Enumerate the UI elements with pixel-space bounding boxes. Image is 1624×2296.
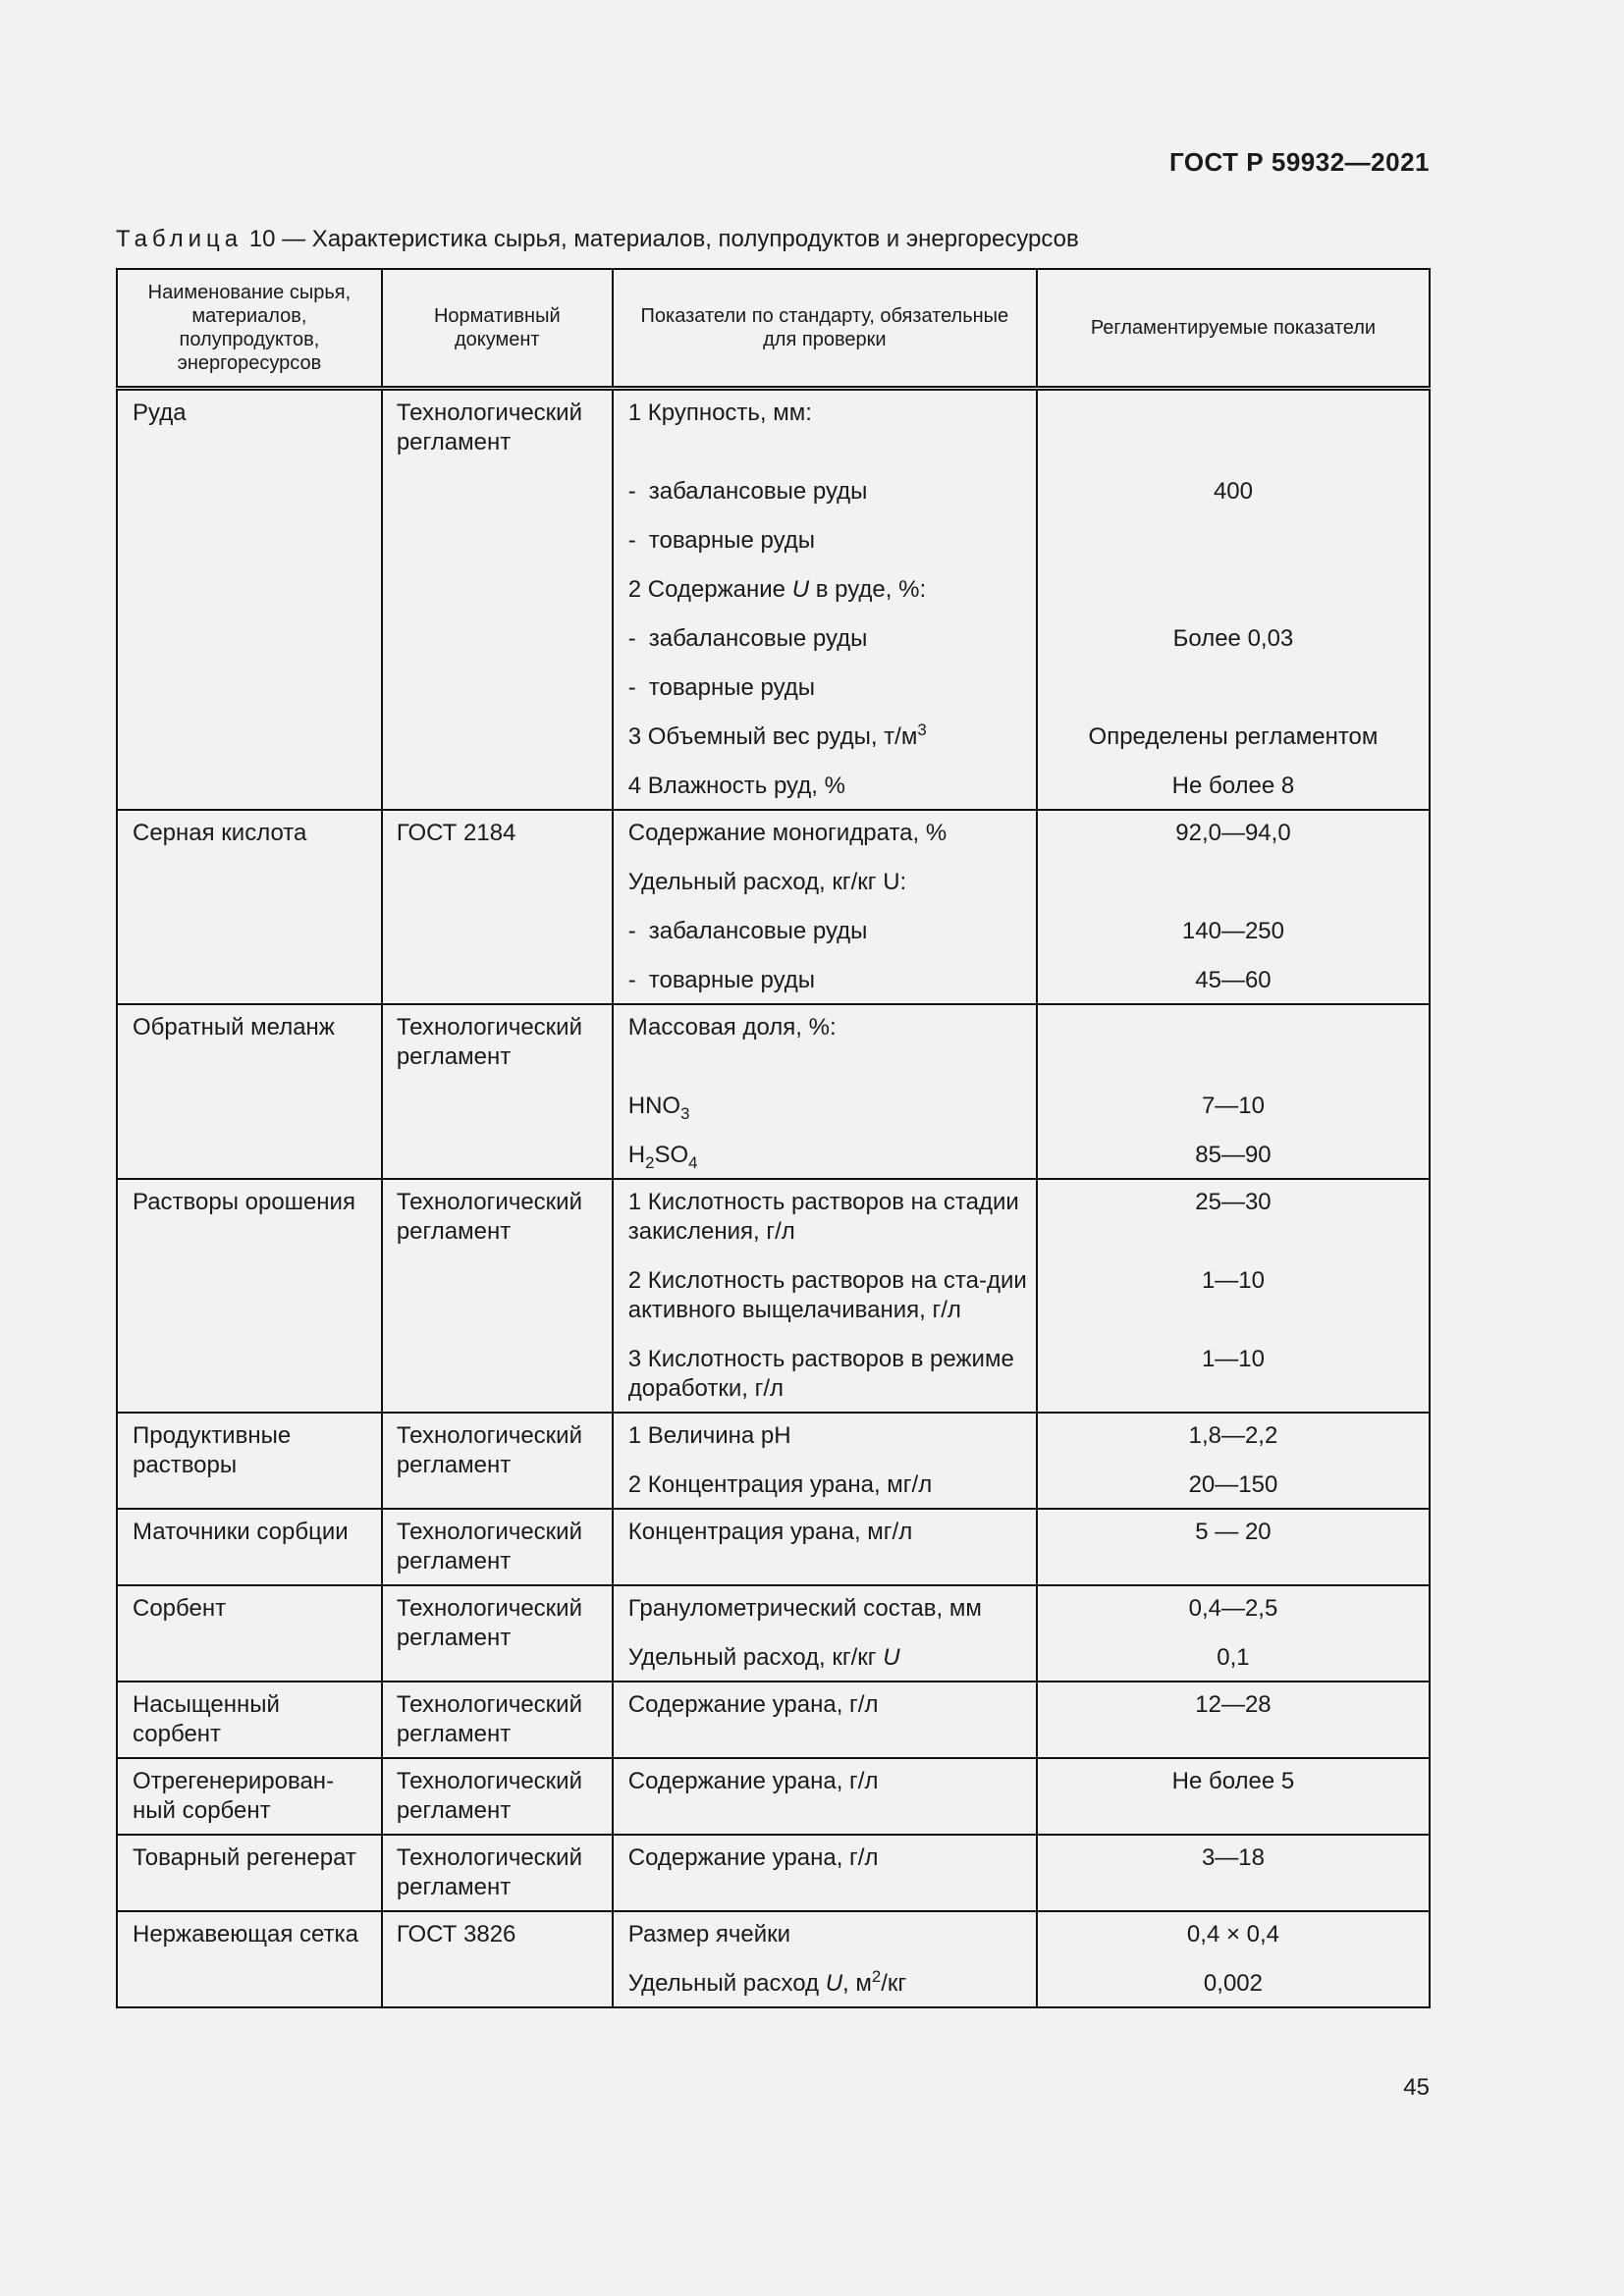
values-cell <box>1037 810 1430 1004</box>
material-name: Товарный регенерат <box>117 1835 382 1911</box>
indicator: Массовая доля, %: <box>627 1013 837 1041</box>
material-name: Сорбент <box>117 1585 382 1682</box>
value: Не более 8 <box>1171 772 1295 799</box>
indicators-cell <box>613 388 1037 810</box>
indicator: - забалансовые руды <box>627 624 868 652</box>
table-row <box>117 1413 1430 1509</box>
normative-document: ГОСТ 2184 <box>382 810 613 1004</box>
list-dash: - <box>627 624 636 652</box>
indicator: 2 Кислотность растворов на ста-дии активного выщелачивания, г/л <box>627 1266 1027 1323</box>
value: 25—30 <box>1195 1188 1272 1215</box>
indicator: 3 Объемный вес руды, $т/м^3$ <box>627 720 927 750</box>
table-row <box>117 1004 1430 1179</box>
table-caption-text: 10 — Характеристика сырья, материалов, полупродуктов и энергоресурсов <box>243 226 1079 252</box>
indicators-cell <box>613 1585 1037 1682</box>
value: 3—18 <box>1201 1843 1265 1871</box>
material-name: Отрегенерирован-ный сорбент <box>117 1758 382 1835</box>
value: 140—250 <box>1181 917 1284 944</box>
indicator: Содержание урана, г/л <box>627 1767 879 1794</box>
indicators-cell <box>613 1835 1037 1911</box>
indicator: 1 Крупность, мм: <box>627 399 812 426</box>
value: 400 <box>1213 477 1253 505</box>
page-number: 45 <box>1403 2074 1430 2101</box>
value: 0,1 <box>1217 1643 1250 1671</box>
value: 12—28 <box>1195 1690 1272 1718</box>
normative-document: Технологический регламент <box>382 1682 613 1758</box>
indicators-cell <box>613 1758 1037 1835</box>
value <box>1038 868 1429 897</box>
value: 45—60 <box>1195 966 1272 993</box>
values-cell <box>1037 1682 1430 1758</box>
value: 0,4 × 0,4 <box>1186 1920 1279 1948</box>
value: Определены регламентом <box>1088 722 1379 750</box>
values-cell <box>1037 1509 1430 1585</box>
indicator: $H_2SO_4$ <box>627 1141 698 1172</box>
value: 5 — 20 <box>1195 1518 1272 1545</box>
indicator: - товарные руды <box>627 966 816 993</box>
table-caption-label: Таблица <box>116 226 244 252</box>
indicators-cell <box>613 1004 1037 1179</box>
normative-document: Технологический регламент <box>382 1585 613 1682</box>
list-dash: - <box>627 673 636 701</box>
normative-document: Технологический регламент <box>382 1413 613 1509</box>
material-name: Маточники сорбции <box>117 1509 382 1585</box>
indicators-cell <box>613 1413 1037 1509</box>
value: 92,0—94,0 <box>1175 819 1291 846</box>
table-row <box>117 1509 1430 1585</box>
value: 7—10 <box>1201 1092 1265 1119</box>
material-name: Насыщенный сорбент <box>117 1682 382 1758</box>
table-row <box>117 1758 1430 1835</box>
indicators-cell <box>613 810 1037 1004</box>
table-row <box>117 1585 1430 1682</box>
column-header-document: Нормативный документ <box>382 269 613 388</box>
indicator: $HNO_3$ <box>627 1092 690 1123</box>
normative-document: ГОСТ 3826 <box>382 1911 613 2007</box>
indicator: 2 Концентрация урана, мг/л <box>627 1470 933 1498</box>
indicator: - забалансовые руды <box>627 477 868 505</box>
table-row <box>117 1911 1430 2007</box>
indicator: Удельный расход, кг/кг U <box>627 1643 900 1671</box>
values-cell <box>1037 1585 1430 1682</box>
normative-document: Технологический регламент <box>382 1004 613 1179</box>
indicator: 3 Кислотность растворов в режиме доработки, г/л <box>627 1345 1014 1402</box>
values-cell <box>1037 1004 1430 1179</box>
normative-document: Технологический регламент <box>382 388 613 810</box>
table-caption <box>116 226 1079 253</box>
values-cell <box>1037 1911 1430 2007</box>
indicators-cell <box>613 1179 1037 1413</box>
material-name: Растворы орошения <box>117 1179 382 1413</box>
value <box>1038 1013 1429 1042</box>
values-cell <box>1037 1835 1430 1911</box>
table-row <box>117 1179 1430 1413</box>
indicator: 4 Влажность руд, % <box>627 772 845 799</box>
normative-document: Технологический регламент <box>382 1179 613 1413</box>
normative-document: Технологический регламент <box>382 1758 613 1835</box>
indicator: - товарные руды <box>627 526 816 554</box>
value: 0,002 <box>1203 1969 1263 1997</box>
value: 1—10 <box>1201 1345 1265 1372</box>
value: Более 0,03 <box>1172 624 1294 652</box>
values-cell <box>1037 388 1430 810</box>
value: 20—150 <box>1188 1470 1278 1498</box>
value: 1—10 <box>1201 1266 1265 1294</box>
material-name: Руда <box>117 388 382 810</box>
material-name: Серная кислота <box>117 810 382 1004</box>
list-dash: - <box>627 477 636 505</box>
material-name: Обратный меланж <box>117 1004 382 1179</box>
normative-document: Технологический регламент <box>382 1509 613 1585</box>
indicator: Концентрация урана, мг/л <box>627 1518 913 1545</box>
normative-document: Технологический регламент <box>382 1835 613 1911</box>
characteristics-table <box>116 268 1431 2008</box>
indicators-cell <box>613 1509 1037 1585</box>
value: 1,8—2,2 <box>1188 1421 1278 1449</box>
list-dash: - <box>627 917 636 944</box>
values-cell <box>1037 1179 1430 1413</box>
material-name: Нержавеющая сетка <box>117 1911 382 2007</box>
table-row <box>117 1682 1430 1758</box>
indicator: Содержание урана, г/л <box>627 1690 879 1718</box>
table-row <box>117 1835 1430 1911</box>
indicators-cell <box>613 1911 1037 2007</box>
indicator: - товарные руды <box>627 673 816 701</box>
indicator: Содержание урана, г/л <box>627 1843 879 1871</box>
value <box>1038 673 1429 703</box>
list-dash: - <box>627 526 636 554</box>
column-header-regulated: Регламентируемые показатели <box>1037 269 1430 388</box>
indicators-cell <box>613 1682 1037 1758</box>
column-header-name: Наименование сырья, материалов, полупродуктов, энергоресурсов <box>117 269 382 388</box>
list-dash: - <box>627 966 636 993</box>
value <box>1038 575 1429 605</box>
value <box>1038 526 1429 556</box>
value: Не более 5 <box>1171 1767 1295 1794</box>
column-header-indicators: Показатели по стандарту, обязательные для проверки <box>613 269 1037 388</box>
indicator: Гранулометрический состав, мм <box>627 1594 982 1622</box>
standard-code: ГОСТ Р 59932—2021 <box>1168 147 1430 177</box>
indicator: 1 Кислотность растворов на стадии закисления, г/л <box>627 1188 1019 1245</box>
indicator: Удельный расход, кг/кг U: <box>627 868 907 895</box>
indicator: 2 Содержание U в руде, %: <box>627 575 927 603</box>
values-cell <box>1037 1758 1430 1835</box>
indicator: Содержание моногидрата, % <box>627 819 947 846</box>
table-row <box>117 810 1430 1004</box>
material-name: Продуктивные растворы <box>117 1413 382 1509</box>
indicator: 1 Величина pH <box>627 1421 791 1449</box>
value <box>1038 399 1429 428</box>
indicator: - забалансовые руды <box>627 917 868 944</box>
value: 0,4—2,5 <box>1188 1594 1278 1622</box>
table-row <box>117 388 1430 810</box>
indicator: Удельный расход U, $м^2/кг$ <box>627 1966 907 1997</box>
values-cell <box>1037 1413 1430 1509</box>
indicator: Размер ячейки <box>627 1920 791 1948</box>
value: 85—90 <box>1195 1141 1272 1168</box>
